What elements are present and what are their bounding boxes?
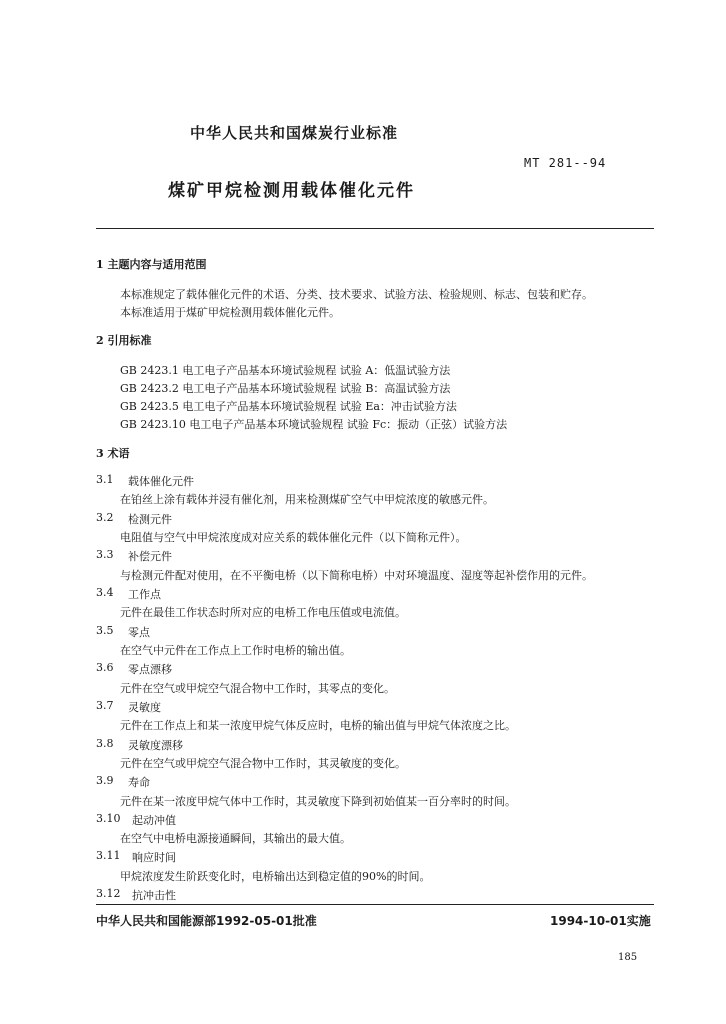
footer-divider [96,904,654,905]
section-2-heading: 2 引用标准 [96,334,152,347]
term-definition: 在空气中元件在工作点上工作时电桥的输出值。 [120,644,351,657]
term-number: 3.4 [96,586,114,599]
reference-item: GB 2423.10 电工电子产品基本环境试验规程 试验 Fc：振动（正弦）试验方法 [120,418,508,431]
term-number: 3.5 [96,624,114,637]
term-name: 检测元件 [128,513,172,526]
term-number: 3.2 [96,511,114,524]
term-definition: 电阻值与空气中甲烷浓度成对应关系的载体催化元件（以下简称元件）。 [120,531,467,544]
term-number: 3.6 [96,661,114,674]
term-number: 3.9 [96,774,114,787]
approval-info: 中华人民共和国能源部1992-05-01批准 [96,914,317,928]
term-definition: 元件在最佳工作状态时所对应的电桥工作电压值或电流值。 [120,606,406,619]
term-name: 工作点 [128,588,161,601]
term-name: 寿命 [128,776,150,789]
term-definition: 元件在某一浓度甲烷气体中工作时，其灵敏度下降到初始值某一百分率时的时间。 [120,795,516,808]
term-definition: 元件在空气或甲烷空气混合物中工作时，其零点的变化。 [120,682,395,695]
header-divider [96,228,654,229]
term-name: 载体催化元件 [128,475,194,488]
term-definition: 甲烷浓度发生阶跃变化时，电桥输出达到稳定值的90%的时间。 [120,870,431,883]
term-name: 灵敏度漂移 [128,739,183,752]
page-number: 185 [618,952,638,963]
section-3-heading: 3 术语 [96,447,130,460]
term-definition: 在铂丝上涂有载体并浸有催化剂，用来检测煤矿空气中甲烷浓度的敏感元件。 [120,493,494,506]
term-number: 3.1 [96,473,114,486]
term-name: 零点 [128,626,150,639]
issuing-organization: 中华人民共和国煤炭行业标准 [190,124,399,142]
term-definition: 元件在空气或甲烷空气混合物中工作时，其灵敏度的变化。 [120,757,406,770]
term-definition: 与检测元件配对使用，在不平衡电桥（以下简称电桥）中对环境温度、湿度等起补偿作用的元件。 [120,569,593,582]
term-number: 3.3 [96,548,114,561]
reference-item: GB 2423.2 电工电子产品基本环境试验规程 试验 B：高温试验方法 [120,382,451,395]
term-name: 零点漂移 [128,663,172,676]
term-name: 起动冲值 [132,814,176,827]
section-1-heading: 1 主题内容与适用范围 [96,258,207,271]
reference-item: GB 2423.5 电工电子产品基本环境试验规程 试验 Ea：冲击试验方法 [120,400,457,413]
document-title: 煤矿甲烷检测用载体催化元件 [168,181,415,201]
term-number: 3.8 [96,737,114,750]
term-number: 3.7 [96,699,114,712]
term-name: 补偿元件 [128,550,172,563]
term-number: 3.11 [96,849,121,862]
term-number: 3.12 [96,887,121,900]
implementation-date: 1994-10-01实施 [550,914,651,928]
term-definition: 在空气中电桥电源接通瞬间，其输出的最大值。 [120,832,351,845]
section-1-paragraph: 本标准适用于煤矿甲烷检测用载体催化元件。 [120,306,340,319]
term-name: 灵敏度 [128,701,161,714]
term-name: 响应时间 [132,851,176,864]
term-number: 3.10 [96,812,121,825]
reference-item: GB 2423.1 电工电子产品基本环境试验规程 试验 A：低温试验方法 [120,364,451,377]
standard-number: MT 281--94 [524,156,607,170]
term-definition: 元件在工作点上和某一浓度甲烷气体反应时，电桥的输出值与甲烷气体浓度之比。 [120,719,516,732]
section-1-paragraph: 本标准规定了载体催化元件的术语、分类、技术要求、试验方法、检验规则、标志、包装和贮存。 [120,288,593,301]
term-name: 抗冲击性 [132,889,176,902]
